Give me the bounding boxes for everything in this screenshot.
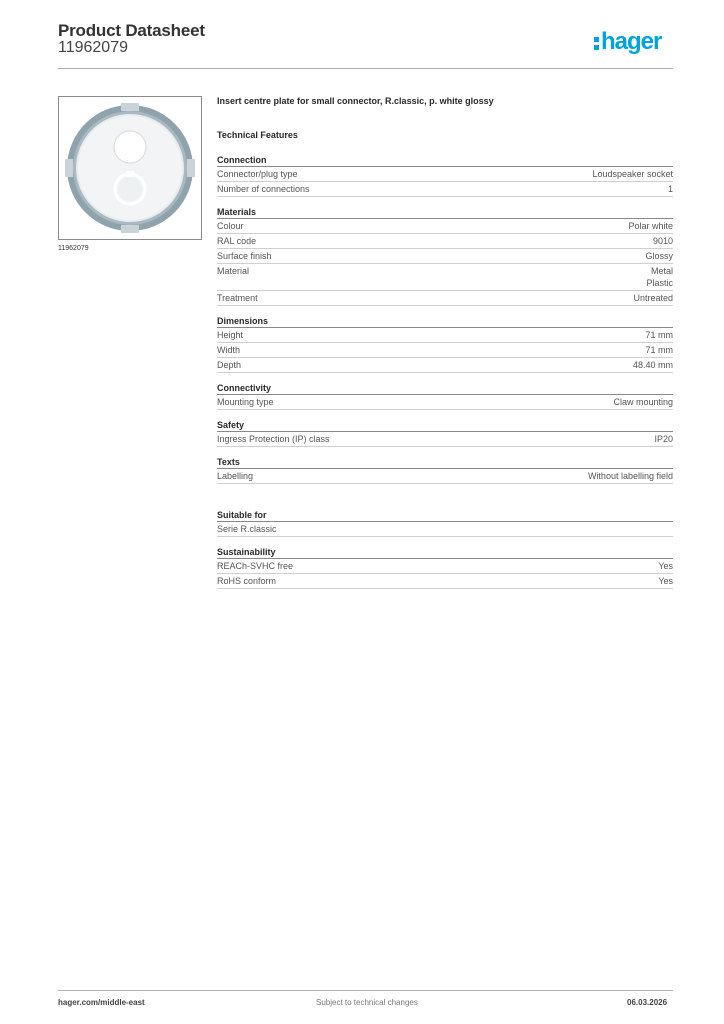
section-connectivity bbox=[217, 382, 673, 410]
row-value: Glossy bbox=[645, 251, 673, 261]
row-value: Yes bbox=[658, 561, 673, 571]
row-value-line: Plastic bbox=[646, 278, 673, 288]
hager-logo bbox=[594, 28, 661, 56]
row-value: 9010 bbox=[652, 236, 673, 246]
section-spacer bbox=[217, 493, 673, 509]
row-value: 1 bbox=[667, 184, 673, 194]
table-row bbox=[217, 522, 673, 537]
section-title: Texts bbox=[217, 456, 673, 469]
footer-divider bbox=[58, 990, 673, 991]
row-value: 71 mm bbox=[645, 330, 673, 340]
row-value: Polar white bbox=[628, 221, 673, 231]
section-title: Connection bbox=[217, 154, 673, 167]
table-row bbox=[217, 291, 673, 306]
table-row bbox=[217, 264, 673, 291]
table-row bbox=[217, 328, 673, 343]
centre-plate-icon bbox=[59, 97, 201, 239]
row-value: Untreated bbox=[633, 293, 673, 303]
row-value: 71 mm bbox=[645, 345, 673, 355]
section-connection bbox=[217, 154, 673, 197]
row-label: Mounting type bbox=[217, 397, 274, 407]
footer-date: 06.03.2026 bbox=[627, 998, 668, 1007]
row-label: Treatment bbox=[217, 293, 258, 303]
section-title: Materials bbox=[217, 206, 673, 219]
logo-text: hager bbox=[601, 28, 662, 55]
product-number: 11962079 bbox=[58, 39, 128, 56]
row-label: RAL code bbox=[217, 236, 257, 246]
row-value: Without labelling field bbox=[587, 471, 673, 481]
section-title: Safety bbox=[217, 419, 673, 432]
table-row bbox=[217, 358, 673, 373]
row-value: Loudspeaker socket bbox=[592, 169, 673, 179]
product-description: Insert centre plate for small connector, R.classic, p. white glossy bbox=[217, 96, 494, 106]
section-safety bbox=[217, 419, 673, 447]
section-title: Connectivity bbox=[217, 382, 673, 395]
table-row bbox=[217, 559, 673, 574]
row-label: Height bbox=[217, 330, 244, 340]
section-dimensions bbox=[217, 315, 673, 373]
section-suitable-for bbox=[217, 509, 673, 537]
table-row bbox=[217, 219, 673, 234]
row-label: Width bbox=[217, 345, 241, 355]
row-label: Depth bbox=[217, 360, 242, 370]
row-label: Colour bbox=[217, 221, 244, 231]
section-texts bbox=[217, 456, 673, 484]
technical-features bbox=[217, 130, 673, 598]
row-label: RoHS conform bbox=[217, 576, 277, 586]
technical-features-title: Technical Features bbox=[217, 130, 298, 140]
row-label: Labelling bbox=[217, 471, 254, 481]
row-value bbox=[646, 265, 673, 289]
row-label: Serie R.classic bbox=[217, 524, 277, 534]
row-value: 48.40 mm bbox=[632, 360, 673, 370]
row-value: Claw mounting bbox=[613, 397, 673, 407]
table-row bbox=[217, 249, 673, 264]
table-row bbox=[217, 432, 673, 447]
row-label: Material bbox=[217, 266, 250, 276]
section-title: Dimensions bbox=[217, 315, 673, 328]
row-label: Number of connections bbox=[217, 184, 310, 194]
row-label: Connector/plug type bbox=[217, 169, 298, 179]
row-label: Ingress Protection (IP) class bbox=[217, 434, 330, 444]
table-row bbox=[217, 343, 673, 358]
table-row bbox=[217, 234, 673, 249]
section-materials bbox=[217, 206, 673, 306]
table-row bbox=[217, 395, 673, 410]
header-divider bbox=[58, 68, 673, 69]
row-value: IP20 bbox=[654, 434, 673, 444]
row-label: Surface finish bbox=[217, 251, 272, 261]
row-value-line: Metal bbox=[650, 266, 673, 276]
table-row bbox=[217, 574, 673, 589]
section-title: Sustainability bbox=[217, 546, 673, 559]
row-value: Yes bbox=[658, 576, 673, 586]
logo-dots-icon bbox=[594, 37, 600, 53]
image-caption: 11962079 bbox=[58, 245, 89, 252]
footer-notice: Subject to technical changes bbox=[316, 998, 418, 1007]
table-row bbox=[217, 182, 673, 197]
footer-website-link[interactable]: hager.com/middle-east bbox=[58, 998, 145, 1007]
table-row bbox=[217, 167, 673, 182]
product-image bbox=[58, 96, 202, 240]
table-row bbox=[217, 469, 673, 484]
section-sustainability bbox=[217, 546, 673, 589]
page-title: Product Datasheet bbox=[58, 21, 205, 40]
section-title: Suitable for bbox=[217, 509, 673, 522]
row-label: REACh-SVHC free bbox=[217, 561, 294, 571]
